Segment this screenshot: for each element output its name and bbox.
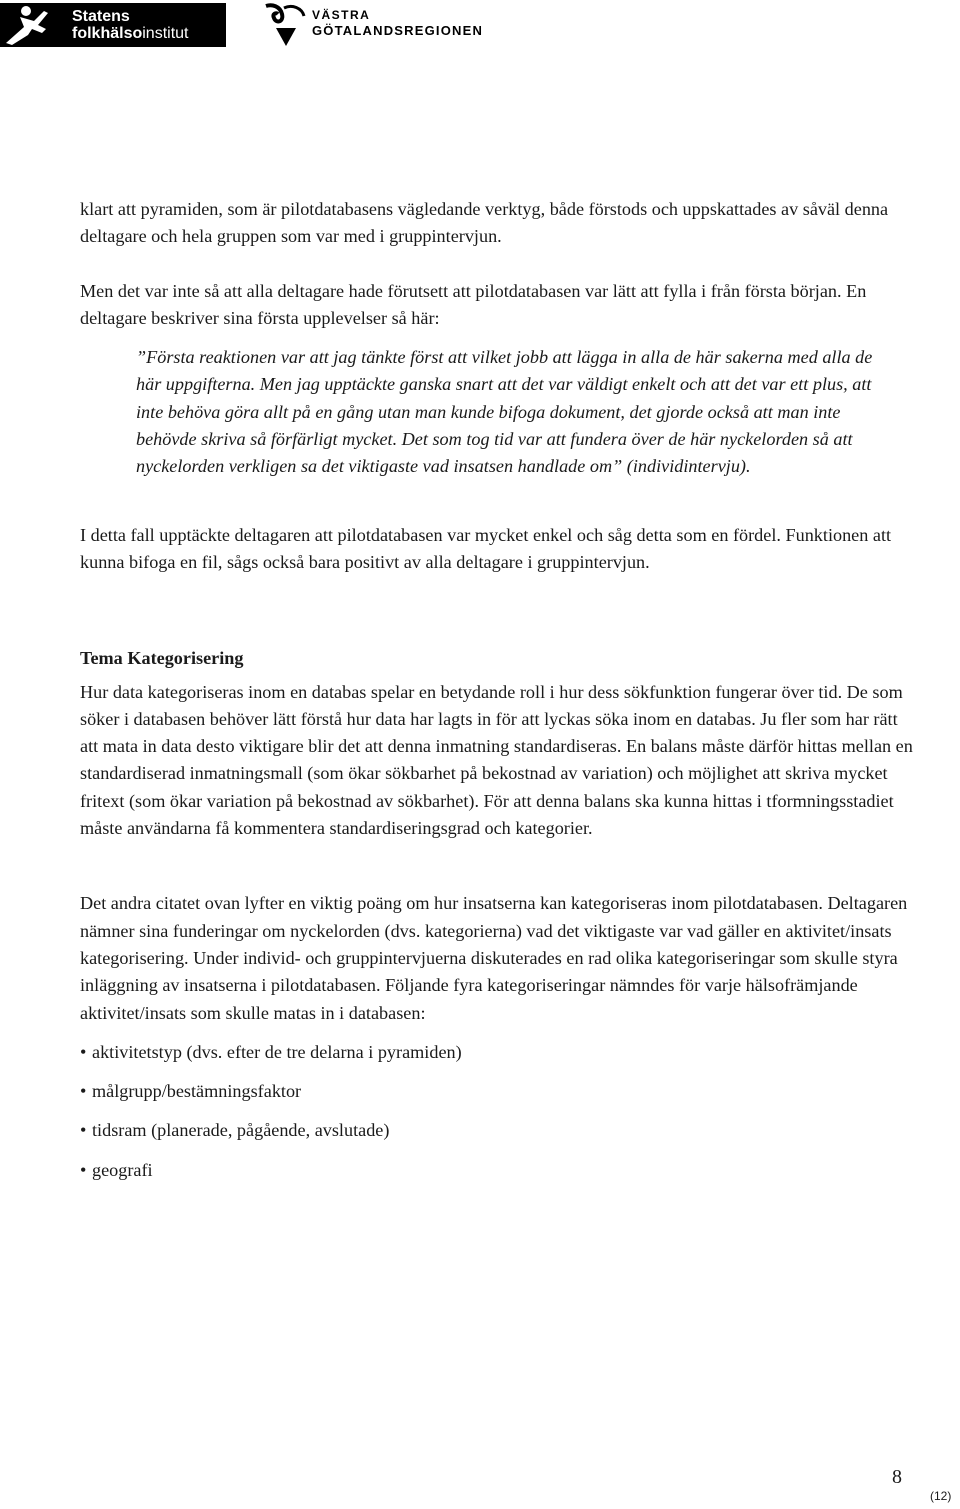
page-number: 8 <box>892 1466 902 1488</box>
paragraph-3: I detta fall upptäckte deltagaren att pilotdatabasen var mycket enkel och såg detta som en fördel. Funktionen att kunna bifoga en fil, sågs också bara positivt av alla deltagare i gruppintervjun. <box>80 524 892 572</box>
document-body <box>80 196 920 1196</box>
category-list <box>80 1039 920 1184</box>
vgr-wordmark-line2: GÖTALANDSREGIONEN <box>312 23 484 38</box>
paragraph-1: klart att pyramiden, som är pilotdatabasens vägledande verktyg, både förstods och uppskattades av såväl denna deltagare och hela gruppen som var med i gruppintervjun. <box>80 199 889 247</box>
fhi-wordmark-line1: Statens <box>72 8 130 25</box>
vgr-swirl-icon <box>262 2 308 48</box>
list-item: • geografi <box>80 1157 920 1184</box>
vgr-wordmark-line1: VÄSTRA <box>312 8 371 22</box>
quote-continuation: Men jag upptäckte ganska snart att det var väldigt enkelt och att det var ett plus, att inte behöva göra allt på en gång utan man kunde bifoga dokument, det gjorde också att man inte behövde skriva så förfärligt mycket. Det som tog tid var att fundera över de här nyckelorden så att nyckelorden verkligen sa det viktigaste vad insatsen handlade om” (individintervju). <box>136 374 872 477</box>
fhi-wordmark-rest: institut <box>142 25 189 42</box>
fhi-figure-icon <box>0 3 64 47</box>
vgr-logo <box>262 2 483 48</box>
fhi-wordmark-line2 <box>72 25 188 42</box>
paragraph-4: Hur data kategoriseras inom en databas spelar en betydande roll i hur dess sökfunktion fungerar över tid. De som söker i databasen behöver lätt förstå hur data har lagts in för att lyckas söka inom en databas. Ju fler som har rätt att mata in data desto viktigare blir det att denna inmatning standardiseras. En balans måste därför hittas mellan en standardiserad inmatningsmall (som ökar sökbarhet på bekostnad av variation) och möjlighet att skriva mycket fritext (som ökar variation på bekostnad av sökbarhet). För att denna balans ska kunna hittas i tformningsstadiet måste användarna få kommentera standardiseringsgrad och kategorier. <box>80 681 913 839</box>
list-item: • tidsram (planerade, pågående, avslutade) <box>80 1117 920 1144</box>
page-header <box>0 0 960 52</box>
fhi-wordmark-bold: folkhälso <box>72 25 143 42</box>
fhi-wordmark <box>72 8 188 42</box>
interview-quote <box>136 344 876 480</box>
section-heading: Tema Kategorisering <box>80 648 244 669</box>
fhi-logo <box>0 3 226 47</box>
list-item: • målgrupp/bestämningsfaktor <box>80 1078 920 1105</box>
page-total: (12) <box>930 1489 952 1503</box>
list-item: • aktivitetstyp (dvs. efter de tre delarna i pyramiden) <box>80 1039 920 1066</box>
vgr-wordmark <box>312 8 483 38</box>
paragraph-5: Det andra citatet ovan lyfter en viktig poäng om hur insatserna kan kategoriseras inom pilotdatabasen. Deltagaren nämner sina funderingar om nyckelorden (dvs. kategorierna) vad det viktigaste var vad gäller en aktivitet/insats kategorisering. Under individ- och gruppintervjuerna diskuterades en rad olika kategoriseringar som skulle styra inläggning av insatserna i pilotdatabasen. Följande fyra kategoriseringar nämndes för varje hälsofrämjande aktivitet/insats som skulle matas in i databasen: <box>80 893 908 1023</box>
paragraph-2: Men det var inte så att alla deltagare hade förutsett att pilotdatabasen var lätt att fylla i från första början. En deltagare beskriver sina första upplevelser så här: <box>80 280 867 328</box>
quote-italic: ”Första reaktionen var att jag tänkte först att vilket jobb att lägga in alla de här sakerna med alla de här uppgifterna. <box>136 347 873 395</box>
